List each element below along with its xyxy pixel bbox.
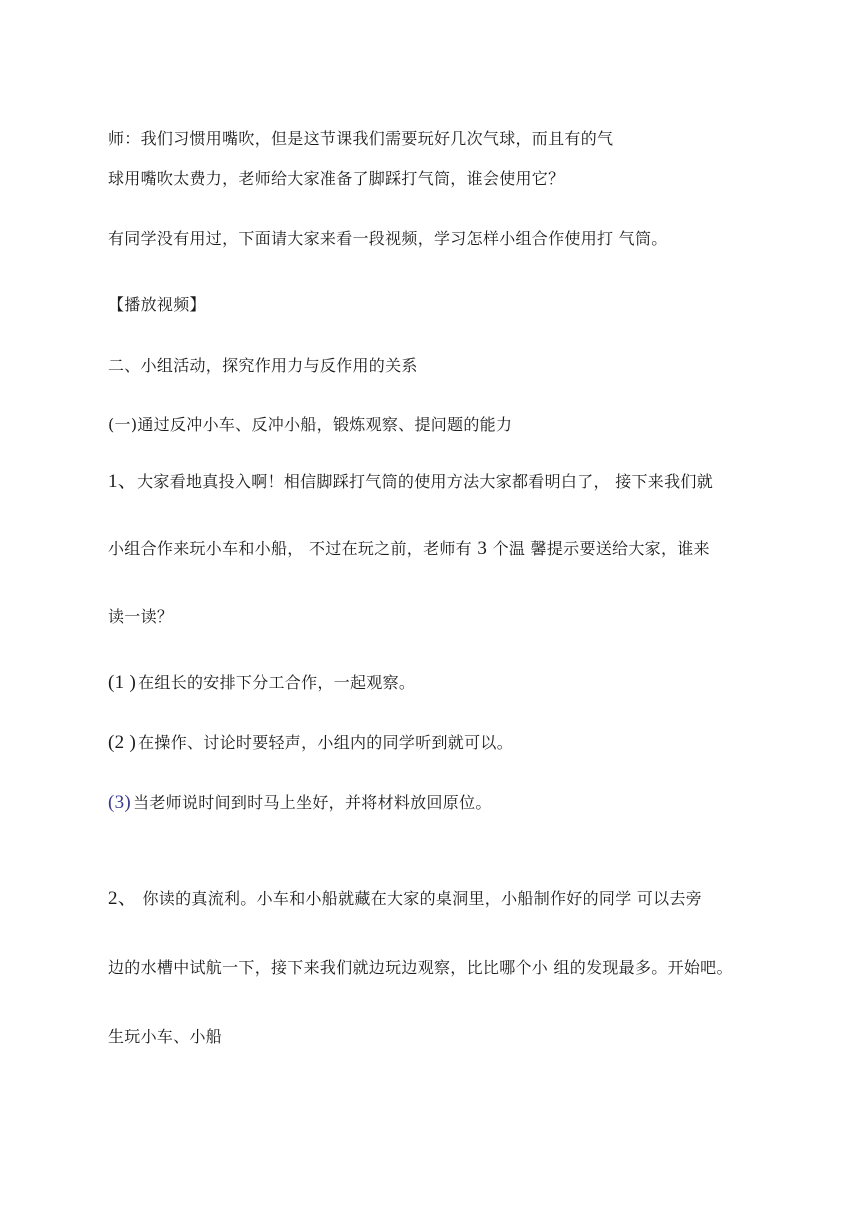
paragraph-line (108, 228, 668, 250)
numbered-paragraph-line (108, 888, 702, 910)
line-text: 有同学没有用过，下面请大家来看一段视频，学习怎样小组合作使用打 气筒。 (108, 229, 668, 248)
line-text: 在操作、讨论时要轻声，小组内的同学听到就可以。 (138, 733, 514, 752)
line-text: 边的水槽中试航一下，接下来我们就边玩边观察，比比哪个小 组的发现最多。开始吧。 (108, 958, 733, 977)
section-heading (108, 355, 418, 377)
numbered-paragraph-line (108, 471, 713, 493)
list-item (108, 792, 492, 814)
line-text: 当老师说时间到时马上坐好，并将材料放回原位。 (133, 793, 492, 812)
line-text: 在组长的安排下分工合作，一起观察。 (138, 673, 416, 692)
line-text: 二、小组活动，探究作用力与反作用的关系 (108, 356, 418, 375)
paragraph-line (108, 538, 710, 560)
paragraph-line (108, 606, 173, 628)
section-marker (108, 294, 206, 316)
paragraph-line (108, 168, 564, 190)
item-number: (3) (108, 792, 132, 813)
paragraph-line (108, 1026, 222, 1048)
line-text: 师：我们习惯用嘴吹，但是这节课我们需要玩好几次气球，而且有的气 (108, 129, 614, 148)
paragraph-line (108, 128, 613, 150)
list-item (108, 732, 513, 754)
line-text: 生玩小车、小船 (108, 1027, 223, 1046)
subsection-heading (108, 414, 512, 436)
paragraph-line (108, 957, 733, 979)
line-text: 你读的真流利。小车和小船就藏在大家的桌洞里，小船制作好的同学 可以去旁 (137, 889, 703, 908)
line-text: 个温 馨提示要送给大家，谁来 (487, 539, 710, 558)
item-number: 2、 (108, 888, 138, 909)
line-text: 读一读？ (108, 607, 174, 626)
line-text: 【播放视频】 (108, 295, 206, 314)
line-text: 大家看地真投入啊！相信脚踩打气筒的使用方法大家都看明白了， 接下来我们就 (137, 472, 713, 491)
line-text: (一)通过反冲小车、反冲小船，锻炼观察、提问题的能力 (108, 415, 513, 434)
item-number: (2 ) (108, 732, 137, 753)
line-text: 小组合作来玩小车和小船， 不过在玩之前，老师有 (108, 539, 478, 558)
item-number: 1、 (108, 471, 138, 492)
line-text: 球用嘴吹太费力，老师给大家准备了脚踩打气筒，谁会使用它？ (108, 169, 565, 188)
list-item (108, 672, 415, 694)
item-number: (1 ) (108, 672, 137, 693)
inline-number: 3 (477, 538, 488, 559)
